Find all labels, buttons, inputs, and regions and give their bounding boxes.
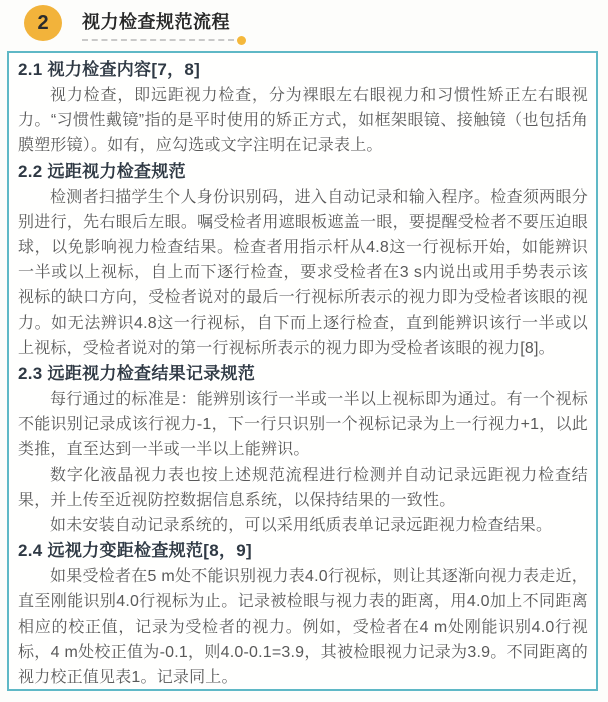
- section-heading: 2.3 远距视力检查结果记录规范: [18, 364, 256, 384]
- paragraph: 如未安装自动记录系统的，可以采用纸质表单记录远距视力检查结果。: [50, 517, 553, 535]
- page-title: 视力检查规范流程: [82, 12, 230, 32]
- content-box: [7, 51, 598, 691]
- title-underline: [82, 8, 234, 41]
- dot-icon: [237, 36, 246, 45]
- section-number-badge: 2: [24, 5, 62, 41]
- title-wrap: [82, 5, 234, 41]
- section-2-1: [18, 57, 588, 159]
- paragraph: 数字化液晶视力表也按上述规范流程进行检测并自动记录远距视力检查结果，并上传至近视防控数据信息系统，以保持结果的一致性。: [18, 466, 588, 509]
- section-header: [0, 0, 608, 46]
- section-heading: 2.4 远视力变距检查规范[8，9]: [18, 541, 252, 561]
- section-heading: 2.2 远距视力检查规范: [18, 161, 186, 181]
- section-heading: 2.1 视力检查内容[7，8]: [18, 60, 201, 79]
- section-2-4: [18, 538, 588, 690]
- section-2-2: [18, 159, 588, 361]
- paragraph: 如果受检者在5 m处不能识别视力表4.0行视标，则让其逐渐向视力表走近，直至刚能识别4.0行视标为止。记录被检眼与视力表的距离，用4.0加上不同距离相应的校正值，记录为受检者的视力。例如，受检者在4 m处刚能识别4.0行视标，4 m处校正值为-0.1，则4.0-0.1=3.9，其被检眼视力记录为3.9。不同距离的视力校正值见表1。记录同上。: [18, 568, 588, 687]
- section-2-3: [18, 361, 588, 538]
- paragraph: 检测者扫描学生个人身份识别码，进入自动记录和输入程序。检查须两眼分别进行，先右眼后左眼。嘱受检者用遮眼板遮盖一眼，要提醒受检者不要压迫眼球，以免影响视力检查结果。检查者用指示杆从4.8这一行视标开始，如能辨识一半或以上视标，自上而下逐行检查，要求受检者在3 s内说出或用手势表示该视标的缺口方向，受检者说对的最后一行视标所表示的视力即为受检者该眼的视力。如无法辨识4.8这一行视标，自下而上逐行检查，直到能辨识该行一半或以上视标，受检者说对的第一行视标所表示的视力即为受检者该眼的视力[8]。: [18, 188, 588, 357]
- paragraph: 视力检查，即远距视力检查，分为裸眼左右眼视力和习惯性矫正左右眼视力。“习惯性戴镜”指的是平时使用的矫正方式，如框架眼镜、接触镜（也包括角膜塑形镜）。如有，应勾选或文字注明在记录表上。: [18, 87, 588, 155]
- paragraph: 每行通过的标准是：能辨别该行一半或一半以上视标即为通过。有一个视标不能识别记录成该行视力-1，下一行只识别一个视标记录为上一行视力+1，以此类推，直至达到一半或一半以上能辨识。: [18, 391, 588, 459]
